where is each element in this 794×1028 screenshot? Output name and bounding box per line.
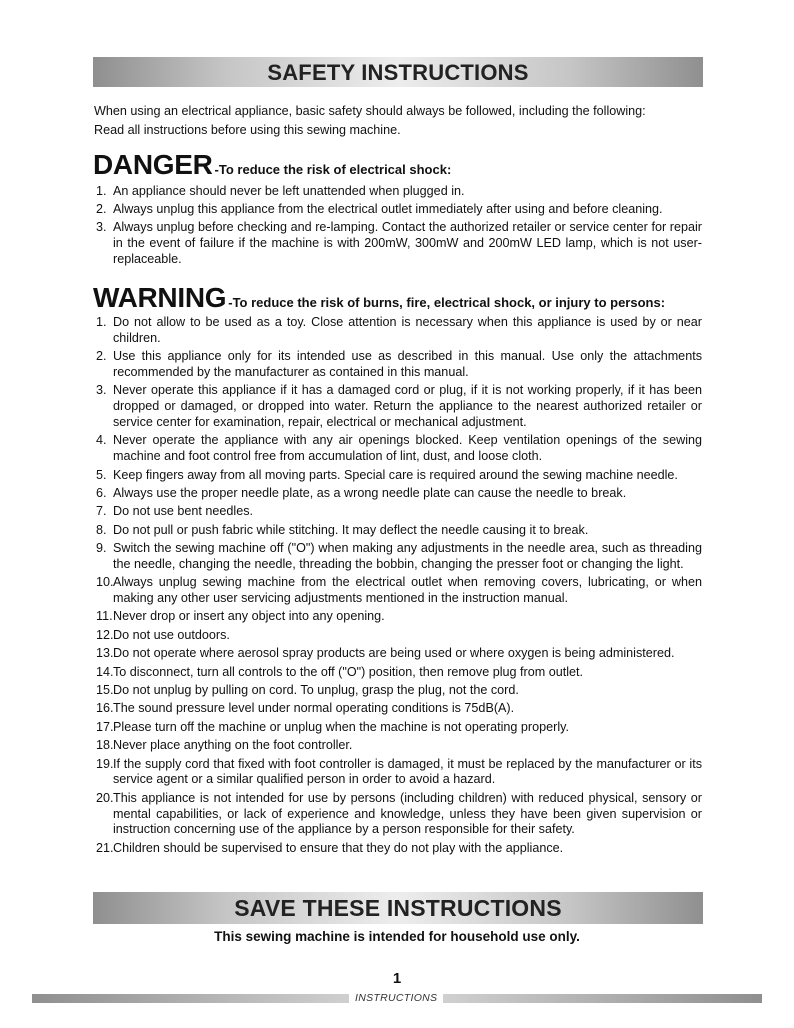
item-text: Do not pull or push fabric while stitching. It may deflect the needle causing it to break. (113, 522, 589, 537)
warning-item (96, 791, 702, 838)
item-text: Never drop or insert any object into any opening. (113, 609, 385, 624)
item-text: Never place anything on the foot controller. (113, 738, 353, 753)
item-number: 1. (96, 184, 107, 198)
warning-item (96, 665, 702, 681)
warning-item (96, 575, 702, 607)
warning-item (96, 315, 702, 347)
item-number: 4. (96, 433, 107, 448)
intro-line-2: Read all instructions before using this sewing machine. (94, 123, 401, 137)
warning-list (96, 315, 702, 859)
warning-heading (93, 282, 665, 314)
danger-item (96, 220, 702, 267)
item-text: Switch the sewing machine off ("O") when making any adjustments in the needle area, such as threading the needle, changing the needle, threading the bobbin, changing the presser foot or changing the light. (113, 541, 702, 571)
danger-title: DANGER (93, 149, 213, 180)
item-number: 10. (96, 575, 114, 590)
danger-item (96, 184, 702, 200)
item-number: 3. (96, 220, 107, 235)
item-text: Do not use bent needles. (113, 504, 254, 519)
item-text: Always use the proper needle plate, as a wrong needle plate can cause the needle to break. (113, 485, 627, 500)
item-text: To disconnect, turn all controls to the off ("O") position, then remove plug from outlet. (113, 664, 584, 679)
warning-title: WARNING (93, 282, 227, 313)
item-number: 11. (96, 609, 113, 624)
warning-item (96, 683, 702, 699)
danger-item (96, 202, 702, 218)
warning-item (96, 504, 702, 520)
item-number: 6. (96, 485, 107, 500)
warning-item (96, 609, 702, 625)
item-number: 1. (96, 315, 107, 329)
item-text: Always unplug before checking and re-lamping. Contact the authorized retailer or service center for repair in the event of failure if the machine is with 200mW, 300mW and 200mW LED lamp, which is not user-replaceable. (113, 220, 702, 266)
footer-section-label: INSTRUCTIONS (349, 992, 443, 1004)
item-text: An appliance should never be left unattended when plugged in. (113, 184, 465, 198)
warning-item (96, 383, 702, 430)
item-number: 21. (96, 840, 114, 855)
save-instructions-banner (93, 892, 703, 924)
item-number: 13. (96, 646, 114, 661)
warning-item (96, 646, 702, 662)
item-number: 12. (96, 627, 114, 642)
warning-item (96, 468, 702, 484)
item-number: 2. (96, 349, 107, 364)
item-number: 14. (96, 664, 114, 679)
household-use-note: This sewing machine is intended for household use only. (214, 929, 580, 944)
warning-item (96, 541, 702, 573)
warning-item (96, 738, 702, 754)
page-number: 1 (392, 970, 402, 987)
warning-item (96, 523, 702, 539)
item-text: Children should be supervised to ensure that they do not play with the appliance. (113, 840, 564, 855)
item-text: Keep fingers away from all moving parts. Special care is required around the sewing machine needle. (113, 467, 678, 482)
warning-item (96, 757, 702, 789)
item-text: If the supply cord that fixed with foot controller is damaged, it must be replaced by the manufacturer or its service agent or a similar qualified person in order to avoid a hazard. (113, 756, 702, 787)
item-number: 2. (96, 202, 107, 217)
item-text: Never operate this appliance if it has a damaged cord or plug, if it is not working properly, if it has been dropped or damaged, or dropped into water. Return the appliance to the nearest authorized retailer or service center for examination, repair, electrical or mechanical adjustment. (113, 383, 702, 429)
item-text: The sound pressure level under normal operating conditions is 75dB(A). (113, 701, 515, 716)
item-number: 3. (96, 383, 107, 398)
danger-heading (93, 149, 451, 181)
item-text: Do not unplug by pulling on cord. To unplug, grasp the plug, not the cord. (113, 683, 519, 698)
item-number: 18. (96, 738, 114, 753)
warning-item (96, 841, 702, 857)
item-number: 8. (96, 522, 107, 537)
warning-item (96, 433, 702, 465)
item-number: 5. (96, 467, 107, 482)
item-text: Do not operate where aerosol spray products are being used or where oxygen is being administered. (113, 646, 675, 661)
item-text: Always unplug this appliance from the electrical outlet immediately after using and before cleaning. (113, 202, 663, 217)
item-text: Do not allow to be used as a toy. Close attention is necessary when this appliance is used by or near children. (113, 315, 702, 345)
warning-item (96, 349, 702, 381)
item-text: Please turn off the machine or unplug when the machine is not operating properly. (113, 719, 569, 734)
item-text: Always unplug sewing machine from the electrical outlet when removing covers, lubricating, or when making any other user servicing adjustments mentioned in the instruction manual. (113, 575, 702, 606)
warning-item (96, 486, 702, 502)
item-number: 7. (96, 504, 107, 519)
item-number: 19. (96, 756, 114, 771)
intro-line-1: When using an electrical appliance, basic safety should always be followed, including the following: (94, 104, 646, 118)
page-title: SAFETY INSTRUCTIONS (267, 60, 529, 85)
danger-list (96, 184, 702, 270)
warning-item (96, 720, 702, 736)
save-instructions-title: SAVE THESE INSTRUCTIONS (234, 895, 562, 921)
item-number: 16. (96, 701, 114, 716)
item-number: 9. (96, 541, 107, 556)
item-number: 20. (96, 790, 114, 805)
item-number: 15. (96, 683, 114, 698)
item-number: 17. (96, 719, 114, 734)
item-text: Never operate the appliance with any air openings blocked. Keep ventilation openings of the sewing machine and foot control free from accumulation of lint, dust, and loose cloth. (113, 433, 702, 464)
item-text: Use this appliance only for its intended use as described in this manual. Use only the attachments recommended by the manufacturer as contained in this manual. (113, 349, 702, 379)
item-text: Do not use outdoors. (113, 627, 230, 642)
warning-subtitle: -To reduce the risk of burns, fire, electrical shock, or injury to persons: (228, 295, 666, 310)
page-title-banner (93, 57, 703, 87)
warning-item (96, 701, 702, 717)
warning-item (96, 628, 702, 644)
item-text: This appliance is not intended for use by persons (including children) with reduced physical, sensory or mental capabilities, or lack of experience and knowledge, unless they have been given supervision or instruction concerning use of the appliance by a person responsible for their safety. (113, 790, 702, 837)
danger-subtitle: -To reduce the risk of electrical shock: (214, 162, 452, 177)
